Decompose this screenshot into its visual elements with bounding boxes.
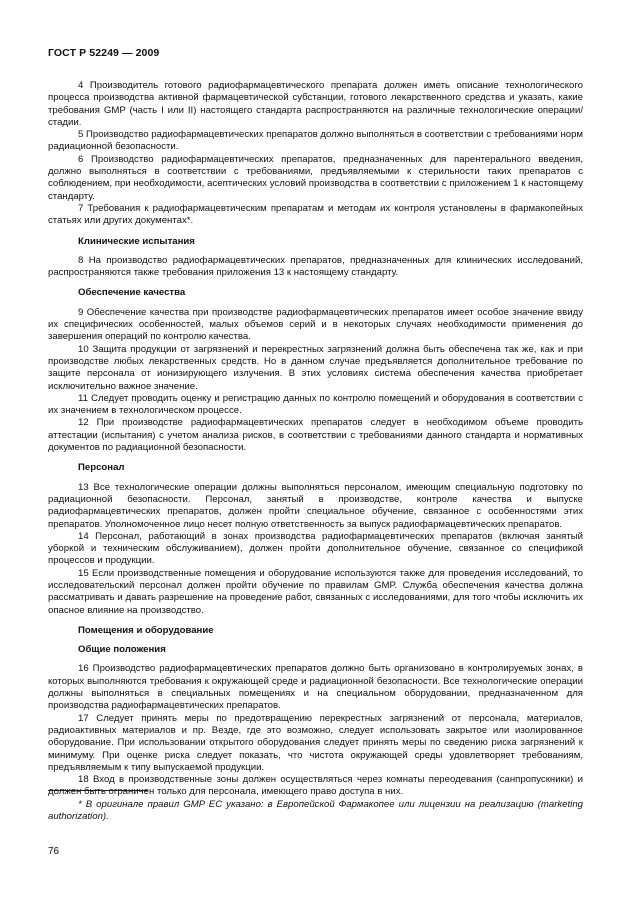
document-header-title: ГОСТ Р 52249 — 2009 [48, 47, 160, 59]
paragraph-18: 18 Вход в производственные зоны должен осуществляться через комнаты переодевания (санпропускники) и должен быть ограничен только для персонала, имеющего право доступа в них. [48, 774, 583, 798]
paragraph-7: 7 Требования к радиофармацевтическим препаратам и методам их контроля установлены в фармакопейных статьях или других документах*. [48, 202, 583, 227]
heading-quality-assurance: Обеспечение качества [78, 287, 186, 299]
document-body [48, 80, 583, 799]
paragraph-17: 17 Следует принять меры по предотвращению перекрестных загрязнений от персонала, материалов, радиоактивных материалов и пр. Везде, где это возможно, следует использовать закрытое или изолированное оборудование. При использовании открытого оборудования следует принять меры по сведению риска загрязнений к минимуму. При оценке риска следует показать, что чистота окружающей среды удовлетворяет требованиям, предъявляемым к типу выпускаемой продукции. [48, 712, 583, 773]
footnote-divider [48, 790, 148, 791]
paragraph-13: 13 Все технологические операции должны выполняться персоналом, имеющим специальную подготовку по радиационной безопасности. Персонал, занятый в производстве, контроле качества и выпуске радиофармацевтических препаратов, должен пройти специальное обучение, связанное с особенностями этих препаратов. Уполномоченное лицо несет полную ответственность за выпуск радиофармацевтических препаратов. [48, 481, 583, 530]
paragraph-16: 16 Производство радиофармацевтических препаратов должно быть организовано в контролируемых зонах, в которых выполняются требования к окружающей среде и радиационной безопасности. Все технологические операции должны выполняться в специальных помещениях и на специальном оборудовании, предназначенном для производства радиофармацевтических препаратов. [48, 663, 583, 712]
paragraph-4: 4 Производитель готового радиофармацевтического препарата должен иметь описание технологического процесса производства активной фармацевтической субстанции, готового лекарственного средства и указать, какие требования GMP (часть I или II) настоящего стандарта распространяются на различные технологические операции/стадии. [48, 80, 583, 128]
paragraph-6: 6 Производство радиофармацевтических препаратов, предназначенных для парентерального введения, должно выполняться в соответствии с требованиями, предъявляемыми к стерильности таких препаратов с соблюдением, при необходимости, асептических условий производства в соответствии с приложением 1 к настоящему стандарту. [48, 153, 583, 202]
paragraph-11: 11 Следует проводить оценку и регистрацию данных по контролю помещений и оборудования в соответствии с их значением в технологическом процессе. [48, 392, 583, 417]
heading-premises-equipment: Помещения и оборудование [78, 624, 214, 636]
heading-clinical-trials: Клинические испытания [78, 235, 195, 247]
paragraph-15: 15 Если производственные помещения и оборудование используются также для проведения исследований, то исследовательский персонал должен пройти обучение по правилам GMP. Служба обеспечения качества должна рассматривать и давать разрешение на проведение работ, связанных с исследованиями, для того чтобы исключить их опасное влияние на производство. [48, 567, 583, 616]
paragraph-9: 9 Обеспечение качества при производстве радиофармацевтических препаратов имеет особое значение ввиду их специфических особенностей, малых объемов серий и в некоторых случаях необходимости применения до завершения операций по контролю качества. [48, 306, 583, 343]
paragraph-5: 5 Производство радиофармацевтических препаратов должно выполняться в соответствии с требованиями норм радиационной безопасности. [48, 129, 584, 153]
paragraph-12: 12 При производстве радиофармацевтических препаратов следует в необходимом объеме проводить аттестации (испытания) с учетом анализа рисков, в соответствии с требованиями данного стандарта и нормативных документов по радиационной безопасности. [48, 417, 583, 454]
heading-personnel: Персонал [78, 462, 125, 474]
paragraph-8: 8 На производство радиофармацевтических препаратов, предназначенных для клинических исследований, распространяются также требования приложения 13 к настоящему стандарту. [48, 254, 583, 279]
footnote: * В оригинале правил GMP ЕС указано: в Европейской Фармакопее или лицензии на реализацию (marketing authorization). [48, 799, 583, 823]
page-number: 76 [48, 846, 60, 857]
paragraph-14: 14 Персонал, работающий в зонах производства радиофармацевтических препаратов (включая занятый уборкой и техническим обслуживанием), должен пройти дополнительное обучение, связанное со спецификой процессов и продукции. [48, 530, 583, 567]
subheading-general-provisions: Общие положения [78, 644, 166, 656]
paragraph-10: 10 Защита продукции от загрязнений и перекрестных загрязнений должна быть обеспечена так же, как и при производстве любых лекарственных средств. Но в данном случае предъявляется дополнительное требование по защите персонала от ионизирующего излучения. В этих условиях система обеспечения качества приобретает исключительно важное значение. [48, 343, 583, 392]
